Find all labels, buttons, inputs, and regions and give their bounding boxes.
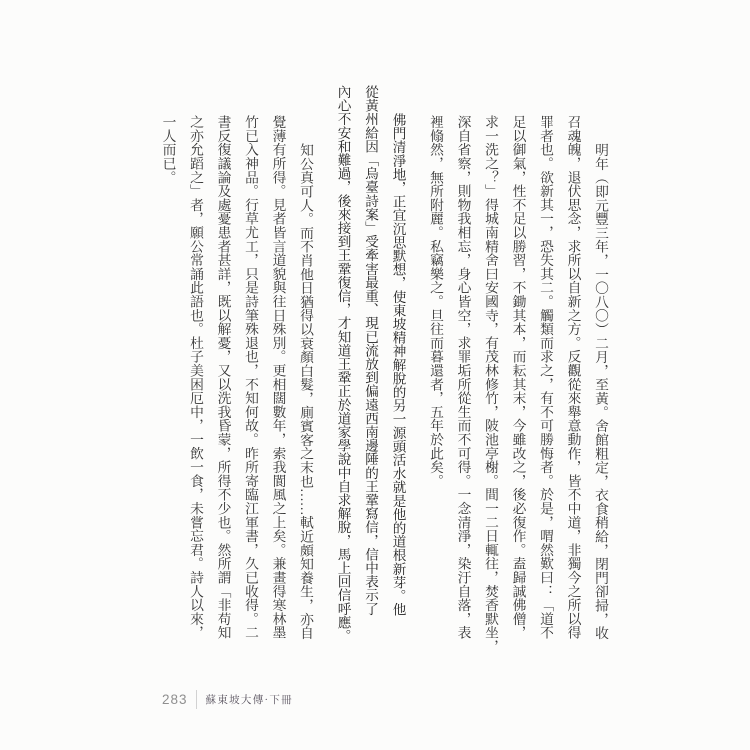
text-column: 竹已入神品。行草尤工，只是詩筆殊退也，不知何故。昨所寄臨江軍書，久已收得。二 <box>243 115 258 640</box>
page-text <box>154 85 614 660</box>
page-number: 283 <box>162 692 188 707</box>
text-column: 佛門清淨地，正宜沉思默想，使東坡精神解脫的另一源頭活水就是他的道根新芽。他 <box>390 113 406 617</box>
text-column: 求一洗之？」得城南精舍曰安國寺，有茂林修竹，陂池亭榭。間一二日輒往，焚香默坐， <box>483 115 498 654</box>
quote-paragraph <box>154 85 319 660</box>
text-column: 知公真可人。而不肖他日猶得以衰顏白髮，廁賓客之末也……軾近頗知養生，亦自 <box>298 143 313 640</box>
text-column: 足以御氣，性不足以勝習，不鋤其本，而耘其末，今雖改之，後必復作。盍歸誠佛僧， <box>510 115 526 640</box>
text-column: 從黃州給因「烏臺詩案」受牽害最重、現已流放到偏遠西南邊陲的王鞏寫信，信中表示了 <box>363 85 378 616</box>
text-column: 深自省察，則物我相忘，身心皆空，求罪垢所從生而不可得。一念清淨，染汙自落，表 <box>455 115 471 640</box>
text-column: 書反復議論及處憂患者甚詳，既以解憂，又以洗我昏蒙，所得不少也。然所謂「非苟知 <box>215 115 231 640</box>
quote-paragraph <box>422 85 615 660</box>
commentary-paragraph <box>329 85 412 660</box>
text-column: 之亦允蹈之」者，願公常誦此語也。杜子美困厄中，一飲一食，未嘗忘君。詩人以來， <box>188 115 203 640</box>
text-column: 裡翛然，無所附麗。私竊樂之。旦往而暮還者，五年於此矣。 <box>428 115 443 488</box>
text-column: 召魂魄，退伏思念，求所以自新之方。反觀從來舉意動作，皆不中道，非獨今之所以得 <box>565 115 581 640</box>
footer-divider <box>196 690 197 709</box>
book-title: 蘇東坡大傳·下冊 <box>205 695 293 706</box>
text-column: 明年（即元豐三年，一〇八〇）二月，至黃。舍館粗定，衣食稍給，閉門卻掃，收 <box>593 143 608 640</box>
text-column: 罪者也。欲新其一，恐失其二。觸類而求之，有不可勝悔者。於是，喟然歎曰：「道不 <box>538 115 553 640</box>
text-column: 覺薄有所得。見者皆言道貌與往日殊別。更相闊數年，索我閬風之上矣。兼畫得寒林墨 <box>270 115 286 640</box>
page-footer <box>162 690 293 709</box>
text-column: 一人而已。 <box>160 115 176 184</box>
text-column: 內心不安和難過，後來接到王鞏復信，才知道王鞏正於道家學說中自求解脫，馬上回信呼應。 <box>335 85 351 643</box>
